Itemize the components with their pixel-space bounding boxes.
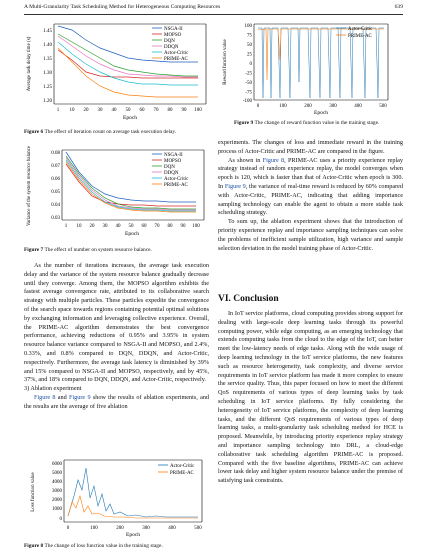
- fig8-ylabel: Loss function value: [31, 472, 36, 512]
- fig6-ytick: 1.20: [43, 99, 52, 104]
- fig6-ytick: 1.40: [43, 43, 52, 48]
- fig9-xtick: 400: [354, 104, 362, 109]
- fig8-ytick: 1000: [52, 507, 62, 512]
- figure-8-caption: [24, 543, 209, 550]
- right-column-text: [218, 139, 403, 253]
- subsection-heading: 3) Ablation experiment: [24, 385, 82, 393]
- fig6-legend-item: NSGA-II: [164, 27, 183, 32]
- fig7-xtick: 100: [192, 224, 200, 229]
- fig6-xlabel: Epoch: [122, 115, 138, 121]
- paragraph: To sum up, the ablation experiment shows that the introduction of priority experience replay and importance sampling techniques can solve the problems of inefficient sample utilization, high variance and sample selection deviation in the model training phase of Actor-Critic.: [218, 218, 403, 252]
- fig7-xtick: 60: [141, 224, 147, 229]
- figure-9-caption: [234, 120, 404, 127]
- figure-6-chart: [24, 20, 209, 128]
- fig8-legend-item: Actor-Critic: [170, 464, 195, 469]
- running-header: [24, 4, 403, 10]
- fig6-ytick: 1.45: [43, 29, 52, 34]
- paragraph: As the number of iterations increases, the average task execution delay and the variance of the system resource balance gradually decrease until they converge. Among them, the MOPSO algorithm exhibits the fastest average convergence rate, attributed to its collaborative search strategy with multiple particles. These particles expedite the convergence of the search space towards regions containing potential optimal solutions by exchanging information and leveraging collective experience. Overall, the PRIME-AC algorithm demonstrates the best convergence performance, achieving reductions of 0.95% and 3.95% in system resource balance variance compared to NSGA-II and MOPSO, and 2.4%, 0.33%, and 0.8% compared to DQN, DDQN, and Actor-Critic, respectively. Furthermore, the average task latency is diminished by 39% and 15% compared to NSGA-II and MOPSO, respectively, and by 45%, 37%, and 18% compared to DQN, DDQN, and Actor-Critic, respectively.: [24, 262, 209, 384]
- fig6-ytick: 1.25: [43, 85, 52, 90]
- fig6-xtick: 60: [139, 108, 145, 113]
- fig6-ylabel: Average task delay time (s): [27, 36, 32, 92]
- fig6-xtick: 70: [153, 108, 159, 113]
- fig7-legend-item: NSGA-II: [164, 153, 183, 158]
- text-span: and: [55, 393, 70, 401]
- fig8-xtick: 400: [168, 526, 176, 531]
- fig7-xtick: 50: [128, 224, 134, 229]
- caption-label: Figure 6: [24, 129, 44, 135]
- fig9-ytick: 75: [247, 33, 252, 39]
- fig7-xtick: 20: [89, 224, 95, 229]
- fig9-ylabel: Reward function value: [223, 39, 228, 85]
- figure-9-link[interactable]: Figure 9: [69, 393, 91, 401]
- paragraph: experiments. The changes of loss and immediate reward in the training process of Actor-Critic and PRIME-AC are compared in the figure.: [218, 139, 403, 155]
- fig6-xtick: 30: [97, 108, 103, 113]
- caption-label: Figure 9: [234, 120, 254, 126]
- fig7-ytick: 0.04: [51, 203, 60, 208]
- fig6-xtick: 20: [83, 108, 89, 113]
- fig7-ylabel: Variance of the system resource balance: [27, 145, 32, 227]
- paragraph: [24, 394, 209, 412]
- fig6-legend-item: Actor-Critic: [164, 51, 189, 56]
- caption-text: The effect of iteration count on average task execution delay.: [44, 129, 177, 135]
- fig9-ytick: 0: [249, 62, 252, 67]
- fig6-legend-item: PRIME-AC: [164, 57, 188, 62]
- fig7-xlabel: Epoch: [124, 231, 140, 237]
- fig7-ytick: 0.05: [51, 190, 60, 195]
- fig7-ytick: 0.08: [51, 151, 60, 156]
- fig8-xtick: 100: [90, 526, 98, 531]
- fig6-legend: [152, 27, 189, 62]
- fig8-ytick: 6000: [52, 462, 62, 467]
- fig6-xtick: 10: [69, 108, 75, 113]
- figure-7-chart: [24, 146, 209, 246]
- text-span: As shown in: [228, 156, 263, 164]
- fig7-legend-item: Actor-Critic: [164, 177, 189, 182]
- figure-8-link[interactable]: Figure 8: [262, 156, 285, 164]
- fig7-xtick: 30: [102, 224, 108, 229]
- fig8-xtick: 300: [142, 526, 150, 531]
- fig8-ytick: 3000: [52, 489, 62, 494]
- fig8-xtick: 500: [194, 526, 202, 531]
- figure-8-link[interactable]: Figure 8: [34, 393, 56, 401]
- fig6-legend-item: MOPSO: [164, 33, 182, 38]
- fig7-ytick: 0.03: [51, 216, 60, 221]
- figure-6-caption: [24, 129, 209, 136]
- fig7-legend-item: DDQN: [164, 171, 179, 176]
- fig7-xtick: 10: [76, 224, 82, 229]
- text-span: show the results of ablation experiments, and the results are the average of five ablation: [24, 393, 210, 410]
- fig9-ytick: -50: [245, 81, 252, 86]
- caption-label: Figure 7: [24, 247, 44, 253]
- fig7-ytick: 0.06: [51, 177, 60, 182]
- fig6-xtick: 80: [167, 108, 173, 113]
- fig8-legend: [158, 464, 195, 476]
- paragraph: [218, 157, 403, 219]
- fig6-ytick: 1.30: [43, 71, 52, 76]
- figure-9-chart: [218, 20, 403, 115]
- text-span: , the variance of real-time reward is reduced by 60% compared with Actor-Critic, PRIME-AC, indicating that adding importance sampling technology can enable the agent to obtain a more stable task scheduling strategy.: [218, 182, 403, 217]
- fig9-xtick: 100: [279, 104, 287, 109]
- fig7-xtick: 80: [167, 224, 173, 229]
- fig7-legend-item: PRIME-AC: [164, 183, 188, 188]
- left-column-text: [24, 262, 209, 412]
- fig6-xtick: 50: [125, 108, 131, 113]
- fig9-ytick: -25: [245, 71, 252, 77]
- fig8-xtick: 0: [66, 526, 70, 531]
- running-title: A Multi-Granularity Task Scheduling Method for Heterogeneous Computing Resources: [24, 4, 221, 10]
- fig8-ytick: 2000: [52, 498, 62, 503]
- caption-label: Figure 8: [24, 543, 44, 549]
- fig8-legend-item: PRIME-AC: [170, 471, 194, 476]
- fig9-xtick: 0: [256, 104, 260, 109]
- fig6-legend-item: DQN: [164, 39, 175, 44]
- fig7-legend-item: DQN: [164, 165, 175, 170]
- figure-9-link[interactable]: Figure 9: [224, 182, 246, 190]
- fig8-line-prime-ac: [68, 496, 198, 518]
- fig6-legend-item: DDQN: [164, 45, 179, 50]
- fig9-xtick: 500: [379, 104, 387, 109]
- fig9-ytick: 25: [247, 52, 252, 58]
- fig9-xtick: 200: [304, 104, 312, 109]
- fig8-ytick: 5000: [52, 471, 62, 476]
- text-span: , PRIME-AC uses a priority experience replay strategy instead of random experience replay, the model converges when epoch is 120, which is faster than that of Actor-Critic when epoch is 300. In: [218, 156, 404, 190]
- fig8-ytick: 0: [59, 517, 62, 522]
- figure-8-chart: [24, 456, 209, 538]
- fig7-xtick: 1: [64, 224, 68, 229]
- caption-text: The effect of number on system resource balance.: [44, 247, 152, 253]
- fig7-legend-item: MOPSO: [164, 159, 182, 164]
- fig9-xlabel: Epoch: [313, 110, 329, 116]
- fig6-xtick: 100: [194, 108, 202, 113]
- fig7-xtick: 90: [180, 224, 186, 229]
- fig7-legend: [152, 153, 189, 188]
- conclusion-text: [218, 310, 403, 486]
- fig6-xtick: 90: [181, 108, 187, 113]
- header-rule: [24, 14, 403, 15]
- fig9-ytick: 50: [247, 43, 252, 48]
- page-number: 639: [394, 4, 403, 10]
- fig9-ytick: 100: [244, 24, 252, 29]
- fig6-ytick: 1.35: [43, 57, 52, 62]
- caption-text: The change of loss function value in the training stage.: [44, 543, 163, 549]
- fig7-ytick: 0.07: [51, 164, 60, 169]
- fig8-xlabel: Epoch: [125, 532, 141, 538]
- fig6-xtick: 40: [111, 108, 117, 113]
- fig9-xtick: 300: [329, 104, 337, 109]
- fig9-ytick: -100: [242, 99, 252, 104]
- fig6-xtick: 1: [56, 108, 60, 113]
- paragraph: In IoT service platforms, cloud computing provides strong support for dealing with large-scale deep learning tasks through its powerful computing power, while edge computing, as an emerging technology that extends computing tasks from the cloud to the edge of the IoT, can better meet the low-latency needs of edge tasks. Along with the wide usage of deep learning technology in the IoT service platforms, the new features such as resource heterogeneity, task complexity, and diverse service requirements in IoT service platform has made it more complex to ensure the service quality. Thus, this paper focused on how to meet the different QoS requirements of various types of deep learning tasks by task scheduling in IoT service platforms. By fully considering the heterogeneity of IoT service platforms, the complexity of deep learning tasks, and the different QoS requirements of various types of deep learning tasks, a multi-granularity task scheduling method for HCE is proposed. Meanwhile, by introducing priority experience replay strategy and importance sampling technology into DRL, a cloud-edge collaborative task scheduling algorithm PRIME-AC is proposed. Compared with the five baseline algorithms, PRIME-AC can achieve lower task delay and higher system resource balance under the premise of satisfying task constraints.: [218, 310, 403, 485]
- caption-text: The change of reward function value in the training stage.: [254, 120, 380, 126]
- fig8-ytick: 4000: [52, 480, 62, 485]
- figure-7-caption: [24, 247, 209, 254]
- section-heading-conclusion: VI. Conclusion: [218, 294, 279, 304]
- fig9-legend-item: PRIME-AC: [348, 34, 372, 39]
- fig7-xtick: 70: [154, 224, 160, 229]
- fig9-ytick: -75: [245, 90, 252, 96]
- fig8-xtick: 200: [116, 526, 124, 531]
- fig9-legend-item: Actor-Critic: [348, 27, 373, 32]
- fig7-xtick: 40: [115, 224, 121, 229]
